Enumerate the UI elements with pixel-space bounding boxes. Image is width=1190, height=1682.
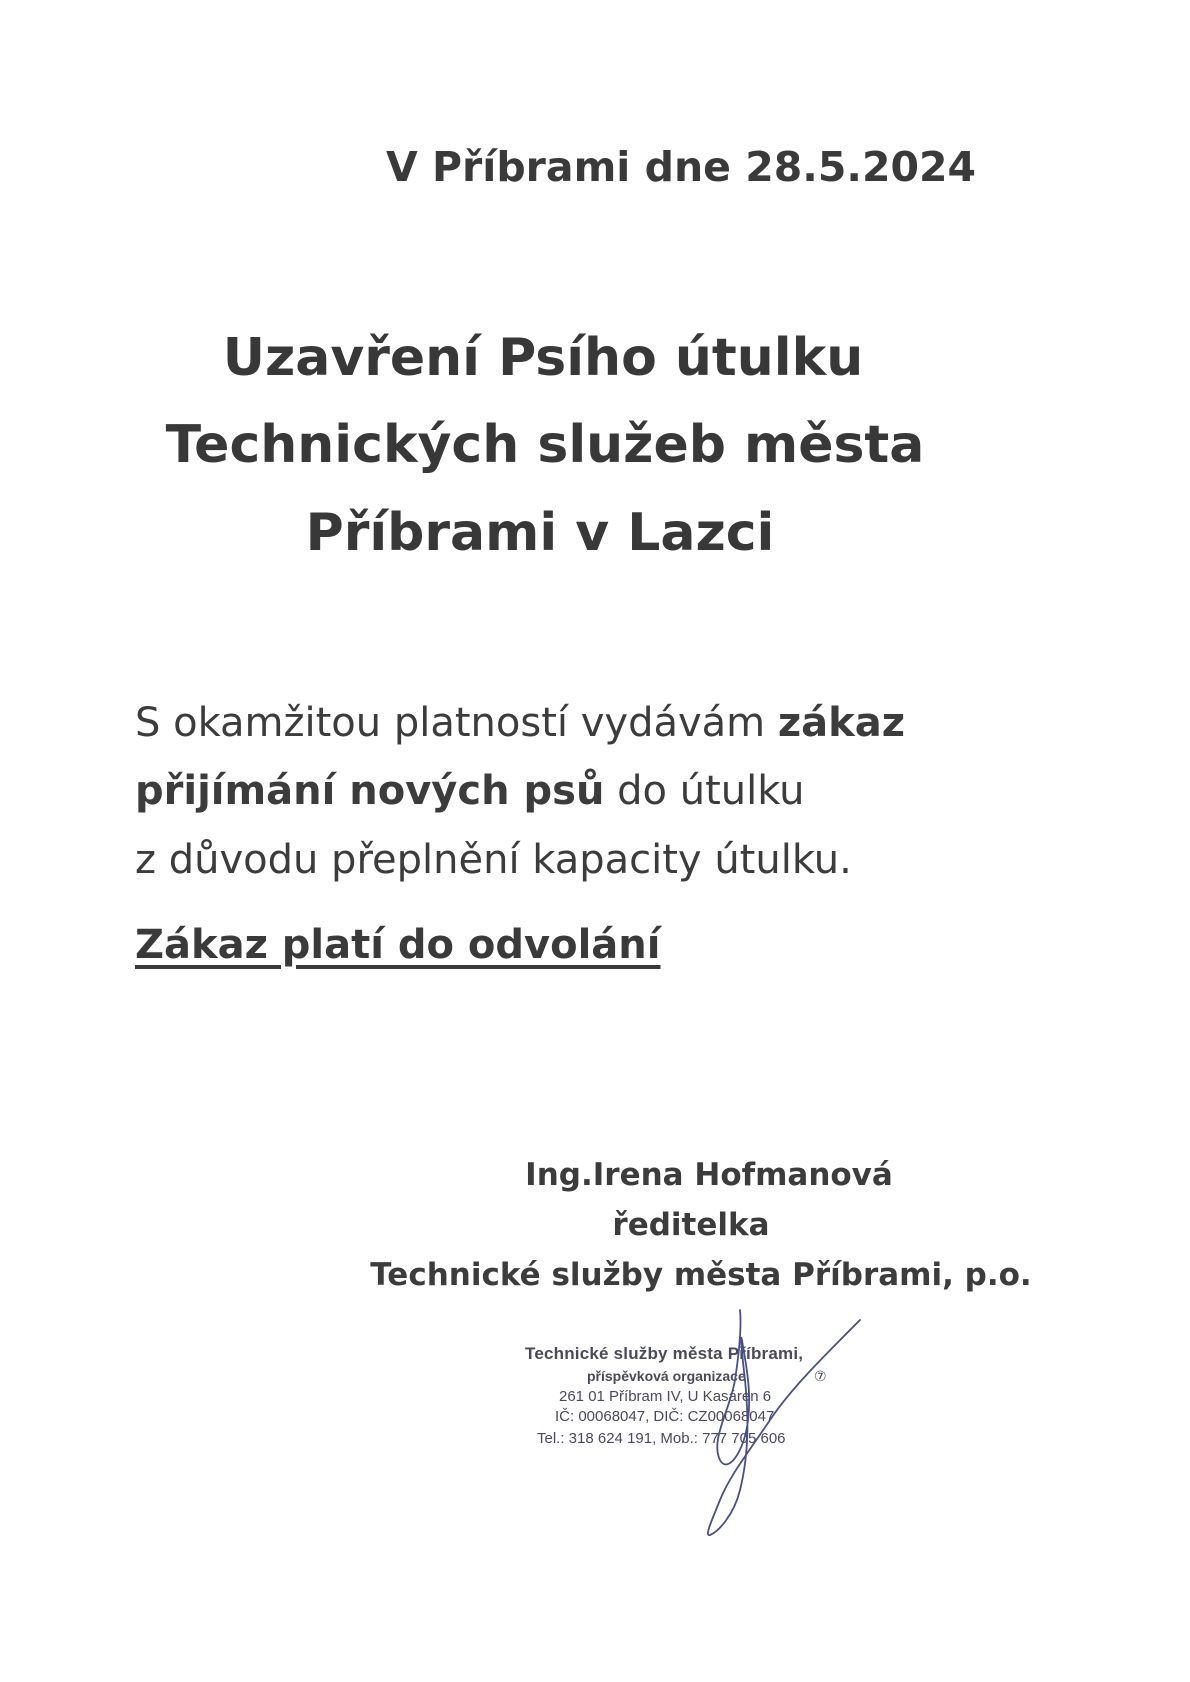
- body-line-2-bold: přijímání nových psů: [135, 768, 605, 814]
- title-line-1: Uzavření Psího útulku: [222, 328, 864, 388]
- title-line-3: Příbrami v Lazci: [305, 503, 775, 563]
- stamp-line-5: Tel.: 318 624 191, Mob.: 777 705 606: [537, 1430, 786, 1447]
- stamp-line-2: příspěvková organizace: [587, 1368, 746, 1384]
- date-line: V Příbrami dne 28.5.2024: [386, 143, 977, 191]
- body-line-2-text: do útulku: [604, 768, 805, 814]
- body-line-3: z důvodu přeplnění kapacity útulku.: [135, 837, 852, 883]
- stamp-line-1: Technické služby města Příbrami,: [525, 1344, 804, 1363]
- body-line-1-bold: zákaz: [777, 700, 905, 746]
- signatory-name: Ing.Irena Hofmanová: [525, 1157, 893, 1193]
- stamp-line-3: 261 01 Příbram IV, U Kasáren 6: [559, 1388, 772, 1405]
- body-line-1: [135, 700, 905, 746]
- body-line-2: [135, 768, 805, 814]
- signatory-organization: Technické služby města Příbrami, p.o.: [370, 1257, 1032, 1293]
- title-line-2: Technických služeb města: [165, 415, 925, 475]
- body-line-1-text: S okamžitou platností vydávám: [135, 700, 778, 746]
- notice-underlined: Zákaz platí do odvolání: [135, 922, 661, 968]
- stamp-line-4: IČ: 00068047, DIČ: CZ00068047: [555, 1408, 775, 1425]
- signatory-position: ředitelka: [612, 1207, 770, 1243]
- stamp-mark: ⑦: [814, 1368, 827, 1384]
